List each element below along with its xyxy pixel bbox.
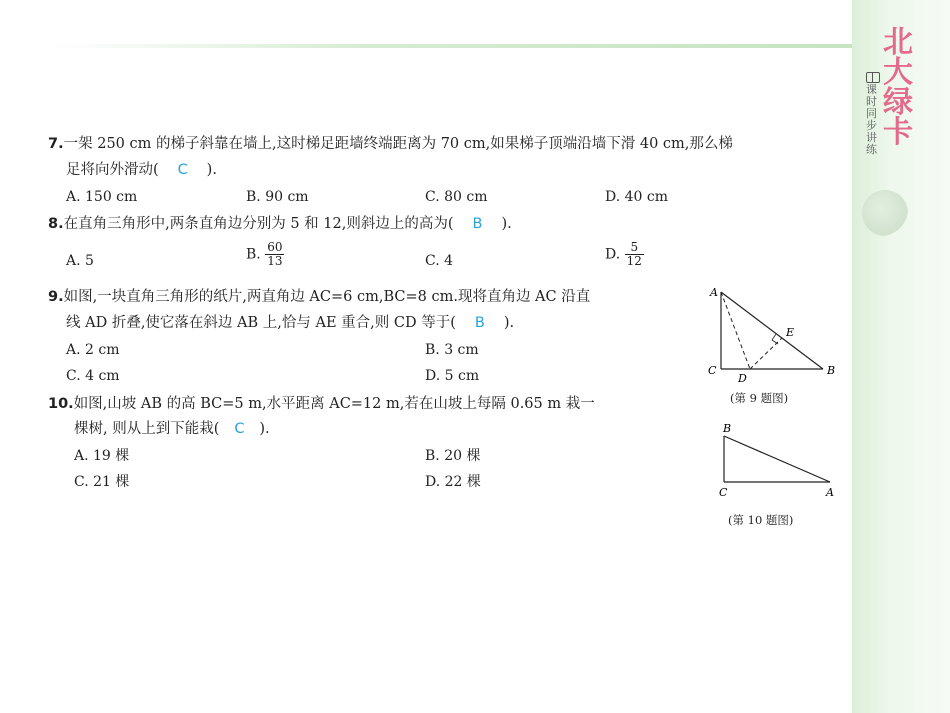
q9-text-post: ). <box>503 315 515 331</box>
q9-option-c: C. 4 cm <box>66 368 120 384</box>
q10-text-post: ). <box>259 421 270 437</box>
q8-option-d-label: D. <box>605 246 621 263</box>
q8-answer: B <box>472 216 483 232</box>
q10-option-d: D. 22 棵 <box>425 474 481 490</box>
q8-option-b-fraction <box>265 241 284 268</box>
q7-text-line1: 一架 250 cm 的梯子斜靠在墙上,这时梯足距墙终端距离为 70 cm,如果梯子顶端沿墙下滑 40 cm,那么梯 <box>63 136 733 152</box>
q9-text-line1: 如图,一块直角三角形的纸片,两直角边 AC=6 cm,BC=8 cm.现将直角边 AC 沿直 <box>63 289 591 305</box>
brand-title: 北大绿卡 <box>883 25 911 150</box>
q7-text-pre: 足将向外滑动( <box>66 162 159 178</box>
q9-answer: B <box>474 315 485 331</box>
q7-option-c: C. 80 cm <box>425 189 488 205</box>
q9-option-a: A. 2 cm <box>66 342 120 358</box>
fig10-label-c: C <box>719 486 728 499</box>
fig10-label-a: A <box>826 486 834 499</box>
header-rule <box>46 44 852 48</box>
q10-answer: C <box>234 421 245 437</box>
q8-b-numerator: 60 <box>267 240 283 254</box>
q8-option-b <box>246 241 284 268</box>
q7-text-post: ). <box>206 162 217 178</box>
fig9-label-e: E <box>786 326 795 339</box>
brand-subtitle: 课时同步讲练 <box>866 83 877 156</box>
fig9-label-d: D <box>738 372 747 382</box>
fig9-caption: (第 9 题图) <box>730 391 789 405</box>
q7-line1 <box>48 134 733 154</box>
book-icon <box>866 72 880 83</box>
fig9-label-c: C <box>708 364 717 377</box>
q10-text-line1: 如图,山坡 AB 的高 BC=5 m,水平距离 AC=12 m,若在山坡上每隔 0.65 m 栽一 <box>73 396 595 412</box>
q8-option-b-label: B. <box>246 246 261 263</box>
q8-d-denominator: 12 <box>626 254 642 268</box>
q8-option-d-fraction <box>625 241 644 268</box>
fig10-side-ab <box>724 436 830 482</box>
fig9-label-b: B <box>827 364 836 377</box>
q9-text-pre: 线 AD 折叠,使它落在斜边 AB 上,恰与 AE 重合,则 CD 等于( <box>66 315 456 331</box>
q8-text-pre: 在直角三角形中,两条直角边分别为 5 和 12,则斜边上的高为( <box>63 216 454 232</box>
q9-option-b: B. 3 cm <box>425 342 479 358</box>
q9-option-d: D. 5 cm <box>425 368 480 384</box>
q10-line1 <box>48 394 595 414</box>
q8-text-post: ). <box>501 216 512 232</box>
q10-number: 10. <box>48 396 74 412</box>
q10-option-c: C. 21 棵 <box>74 474 130 490</box>
figure-9 <box>700 282 850 382</box>
q10-text-pre: 棵树, 则从上到下能栽( <box>74 421 220 437</box>
q8-option-a: A. 5 <box>66 253 94 269</box>
q9-line1 <box>48 287 590 307</box>
fig9-fold-de <box>750 338 782 369</box>
q7-line2 <box>66 160 217 180</box>
figure-10 <box>712 420 842 502</box>
decorative-emblem <box>862 190 908 236</box>
q10-option-b: B. 20 棵 <box>425 448 481 464</box>
q9-number: 9. <box>48 289 64 305</box>
q8-line <box>48 214 512 234</box>
q10-line2 <box>74 419 270 439</box>
q7-option-b: B. 90 cm <box>246 189 309 205</box>
q9-line2 <box>66 313 514 333</box>
q8-option-c: C. 4 <box>425 253 454 269</box>
q7-number: 7. <box>48 136 64 152</box>
q8-d-numerator: 5 <box>625 241 644 255</box>
q7-answer: C <box>177 162 188 178</box>
fig9-label-a: A <box>710 286 718 299</box>
fig10-label-b: B <box>723 422 732 435</box>
fig9-side-ab <box>721 292 823 369</box>
q7-option-d: D. 40 cm <box>605 189 669 205</box>
fig10-caption: (第 10 题图) <box>728 513 794 527</box>
q8-b-denominator: 13 <box>267 254 283 268</box>
q8-option-d <box>605 241 644 268</box>
q10-option-a: A. 19 棵 <box>74 448 130 464</box>
q8-number: 8. <box>48 216 64 232</box>
q7-option-a: A. 150 cm <box>66 189 138 205</box>
